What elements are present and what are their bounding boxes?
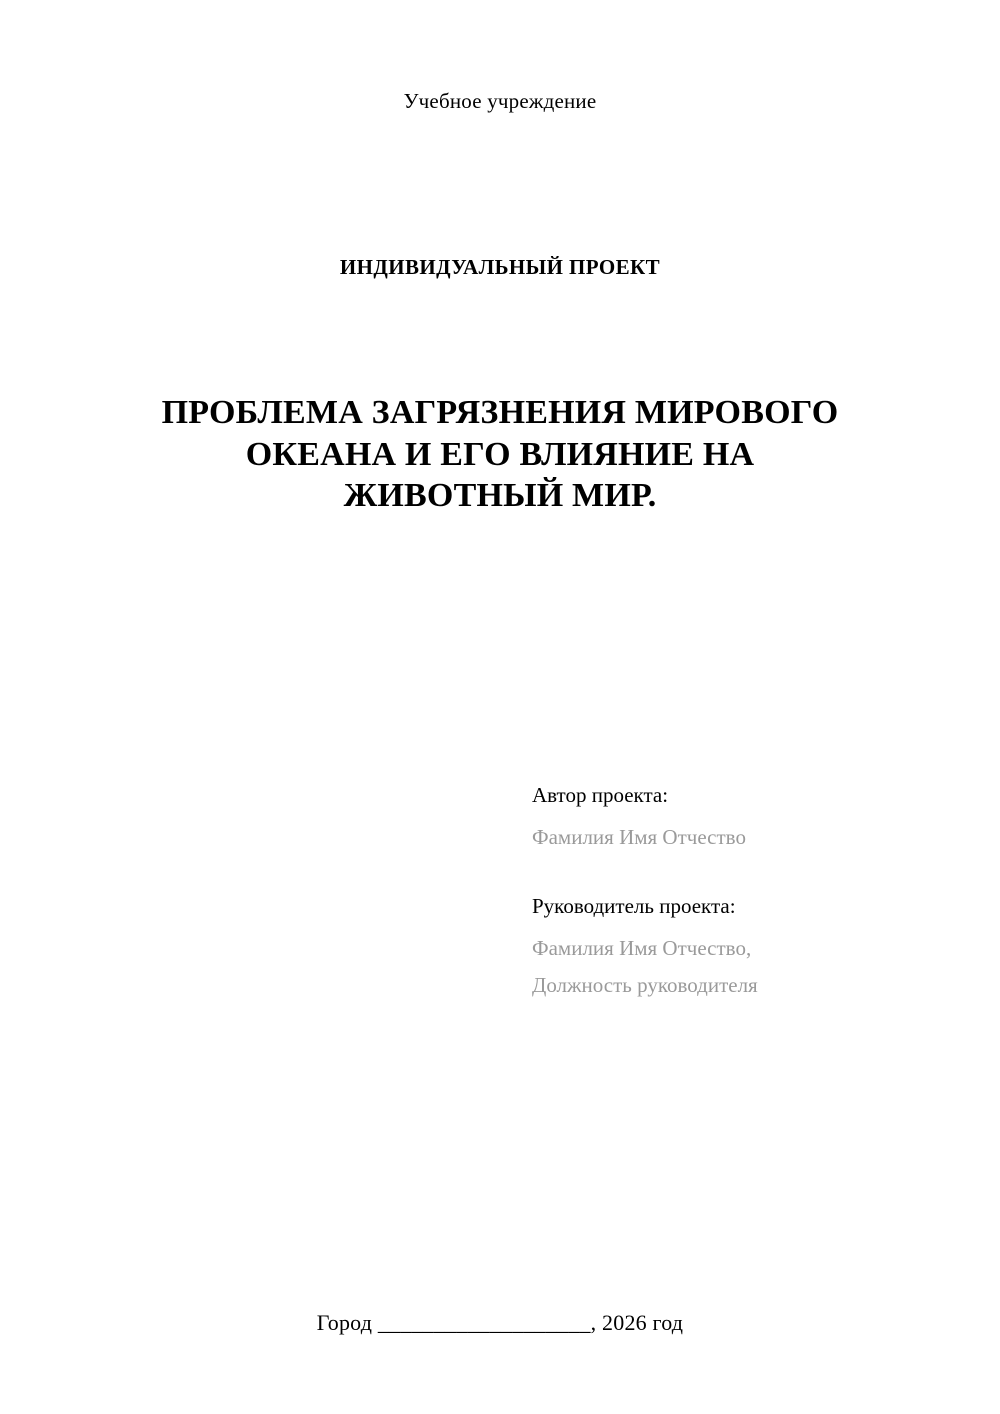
author-label: Автор проекта: xyxy=(532,783,669,807)
document-type: ИНДИВИДУАЛЬНЫЙ ПРОЕКТ xyxy=(339,255,661,280)
supervisor-label: Руководитель проекта: xyxy=(532,893,736,918)
supervisor-value-line-1: Фамилия Имя Отчество, xyxy=(532,936,752,961)
footer-city-year: Город ___________________, 2026 год xyxy=(316,1310,684,1335)
author-value: Фамилия Имя Отчество xyxy=(532,825,746,850)
supervisor-value-line-2: Должность руководителя xyxy=(532,972,758,997)
author-block xyxy=(532,780,962,853)
page-title: ПРОБЛЕМА ЗАГРЯЗНЕНИЯ МИРОВОГО ОКЕАНА И ЕГО ВЛИЯНИЕ НА ЖИВОТНЫЙ МИР. xyxy=(161,394,839,515)
institution-name: Учебное учреждение xyxy=(403,89,597,113)
page-content xyxy=(96,0,904,1414)
supervisor-block xyxy=(532,891,962,1000)
credits-block xyxy=(532,780,962,1000)
